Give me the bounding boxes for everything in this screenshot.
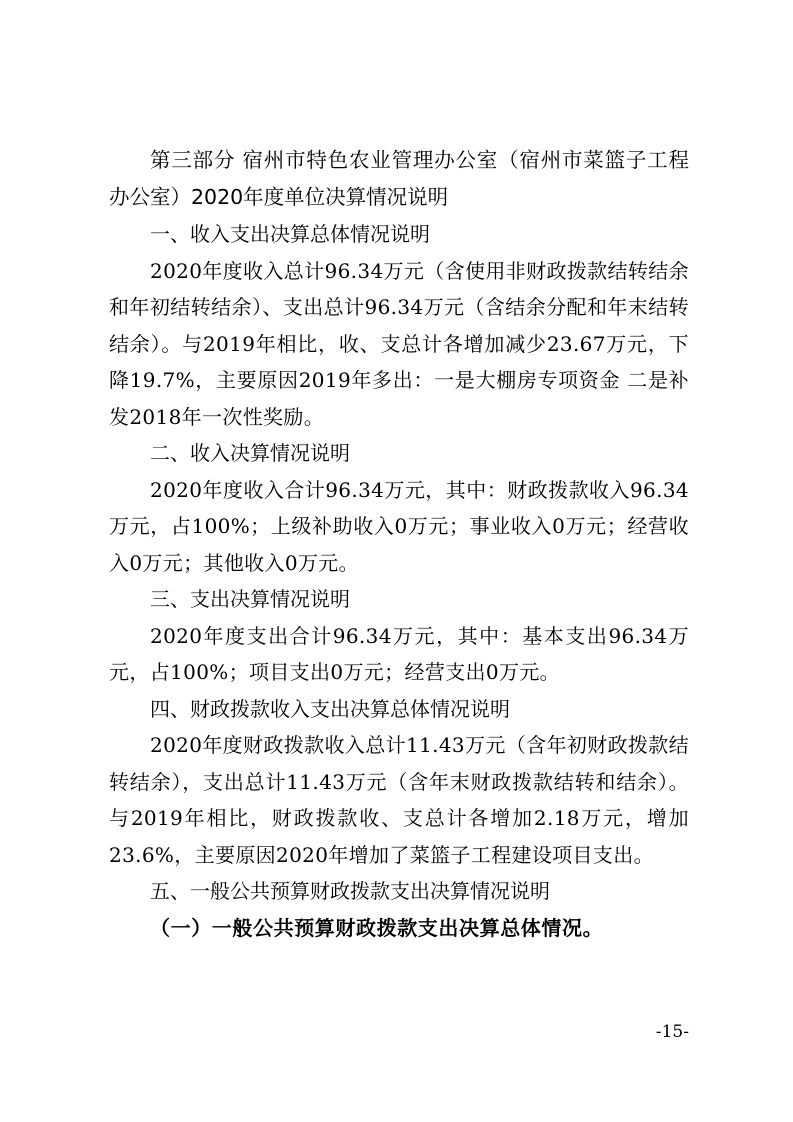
subsection-heading: （一）一般公共预算财政拨款支出决算总体情况。 [150, 915, 604, 940]
section-paragraph-2: 2020年度收入合计96.34万元，其中：财政拨款收入96.34万元，占100%；上级补助收入0万元；事业收入0万元；经营收入0万元；其他收入0万元。 [109, 477, 689, 575]
section-paragraph-4: 2020年度财政拨款收入总计11.43万元（含年初财政拨款结转结余），支出总计11.43万元（含年末财政拨款结转和结余）。与2019年相比，财政拨款收、支总计各增加2.18万元，增加23.6%，主要原因2020年增加了菜篮子工程建设项目支出。 [109, 733, 689, 867]
document-title: 第三部分 宿州市特色农业管理办公室（宿州市菜篮子工程办公室）2020年度单位决算情况说明 [109, 148, 689, 209]
document-body [109, 142, 689, 946]
section-paragraph-1: 2020年度收入总计96.34万元（含使用非财政拨款结转结余和年初结转结余）、支出总计96.34万元（含结余分配和年末结转结余）。与2019年相比，收、支总计各增加减少23.67万元，下降19.7%，主要原因2019年多出：一是大棚房专项资金 二是补发2018年一次性奖励。 [109, 258, 689, 429]
page-number: -15- [655, 1022, 689, 1042]
section-paragraph-3: 2020年度支出合计96.34万元，其中：基本支出96.34万元，占100%；项目支出0万元；经营支出0万元。 [109, 623, 689, 684]
section-heading-5: 五、一般公共预算财政拨款支出决算情况说明 [150, 879, 550, 903]
section-heading-4: 四、财政拨款收入支出决算总体情况说明 [150, 696, 510, 721]
section-heading-1: 一、收入支出决算总体情况说明 [150, 222, 430, 246]
section-heading-2: 二、收入决算情况说明 [150, 441, 350, 465]
section-heading-3: 三、支出决算情况说明 [150, 587, 350, 611]
